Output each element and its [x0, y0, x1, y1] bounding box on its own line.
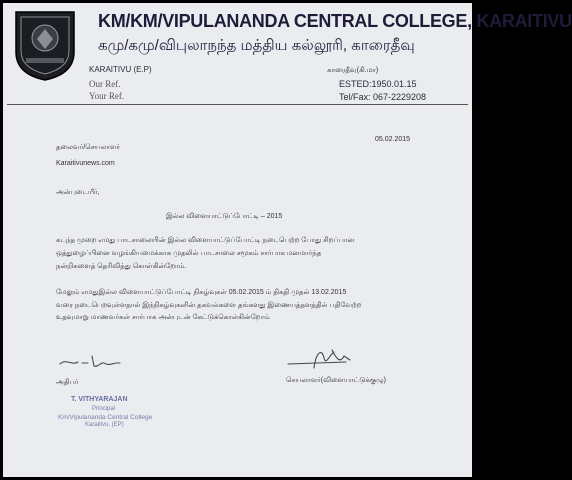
college-crest-logo [10, 8, 80, 82]
tamil-location-label: காரைதீவு(கி.மா) [327, 67, 379, 74]
principal-stamp-place: Karaitivu, (EP) [85, 422, 124, 428]
recipient-title: தலைவர்/செயலாளர் [56, 144, 121, 151]
location-label: KARAITIVU (E.P) [89, 65, 152, 74]
paragraph-1-line-3: நன்றிகளைத் தெரிவித்து கொள்கின்றோம். [56, 263, 187, 270]
college-name-english: KM/KM/VIPULANANDA CENTRAL COLLEGE, KARAITIVU [98, 11, 572, 31]
recipient-website: Karaitivunews.com [56, 160, 115, 167]
paragraph-1-line-1: கடந்த முறை எமது பாடசாலையின் இல்ல விளையாட்டுப்போட்டி நடைபெற்ற போது சிறப்பான [56, 237, 355, 244]
letter-sheet [3, 3, 572, 477]
secretary-label-tamil: செயலாளர்(விளையாட்டுக்குழு) [286, 377, 386, 384]
principal-signature [58, 350, 123, 372]
letter-date: 05.02.2015 [375, 136, 411, 143]
header-divider [7, 104, 468, 105]
salutation: அன்புடையீர், [56, 189, 100, 196]
principal-label-tamil: அதிபர் [56, 379, 79, 386]
principal-stamp-title: Principal [92, 406, 116, 412]
paragraph-1-line-2: ஒத்துழைப்பினை வழங்கியமைக்காக முதலில் பாடசாலை சமூகம் சார்பாக மனமார்ந்த [56, 250, 322, 257]
paragraph-2-line-3: உதவுமாறு மாணவர்கள் சார்பாக அன்புடன் கேட்டுக்கொள்கின்றோம் [56, 314, 270, 321]
our-ref-label: Our Ref. [89, 79, 121, 89]
your-ref-label: Your Ref. [89, 91, 125, 101]
established-date: ESTED:1950.01.15 [339, 79, 417, 89]
college-name-tamil: கமு/கமு/விபுலாநந்த மத்திய கல்லூரி, காரைதீவு [98, 37, 415, 54]
secretary-signature [286, 344, 361, 374]
telephone-fax: Tel/Fax: 067-2229208 [339, 92, 427, 102]
principal-stamp-college: Km/Vipulananda Central College [58, 414, 153, 421]
letter-subject: இல்ல விளையாட்டுப்போட்டி – 2015 [166, 213, 283, 220]
principal-stamp-name: T. VITHYARAJAN [71, 396, 128, 403]
paragraph-2-line-1: மேலும் எமதுஇல்ல விளையாட்டுப்போட்டி நிகழ்வுகள் 05.02.2015 ம் திகதி முதல் 13.02.2015 [56, 289, 347, 296]
paragraph-2-line-2: வரை நடைபெறவுள்ளதால் இந்நிகழ்வுகளின் தகவல்களை தங்களது இணையத்தளத்தில் பதிவேற்ற [56, 302, 362, 309]
